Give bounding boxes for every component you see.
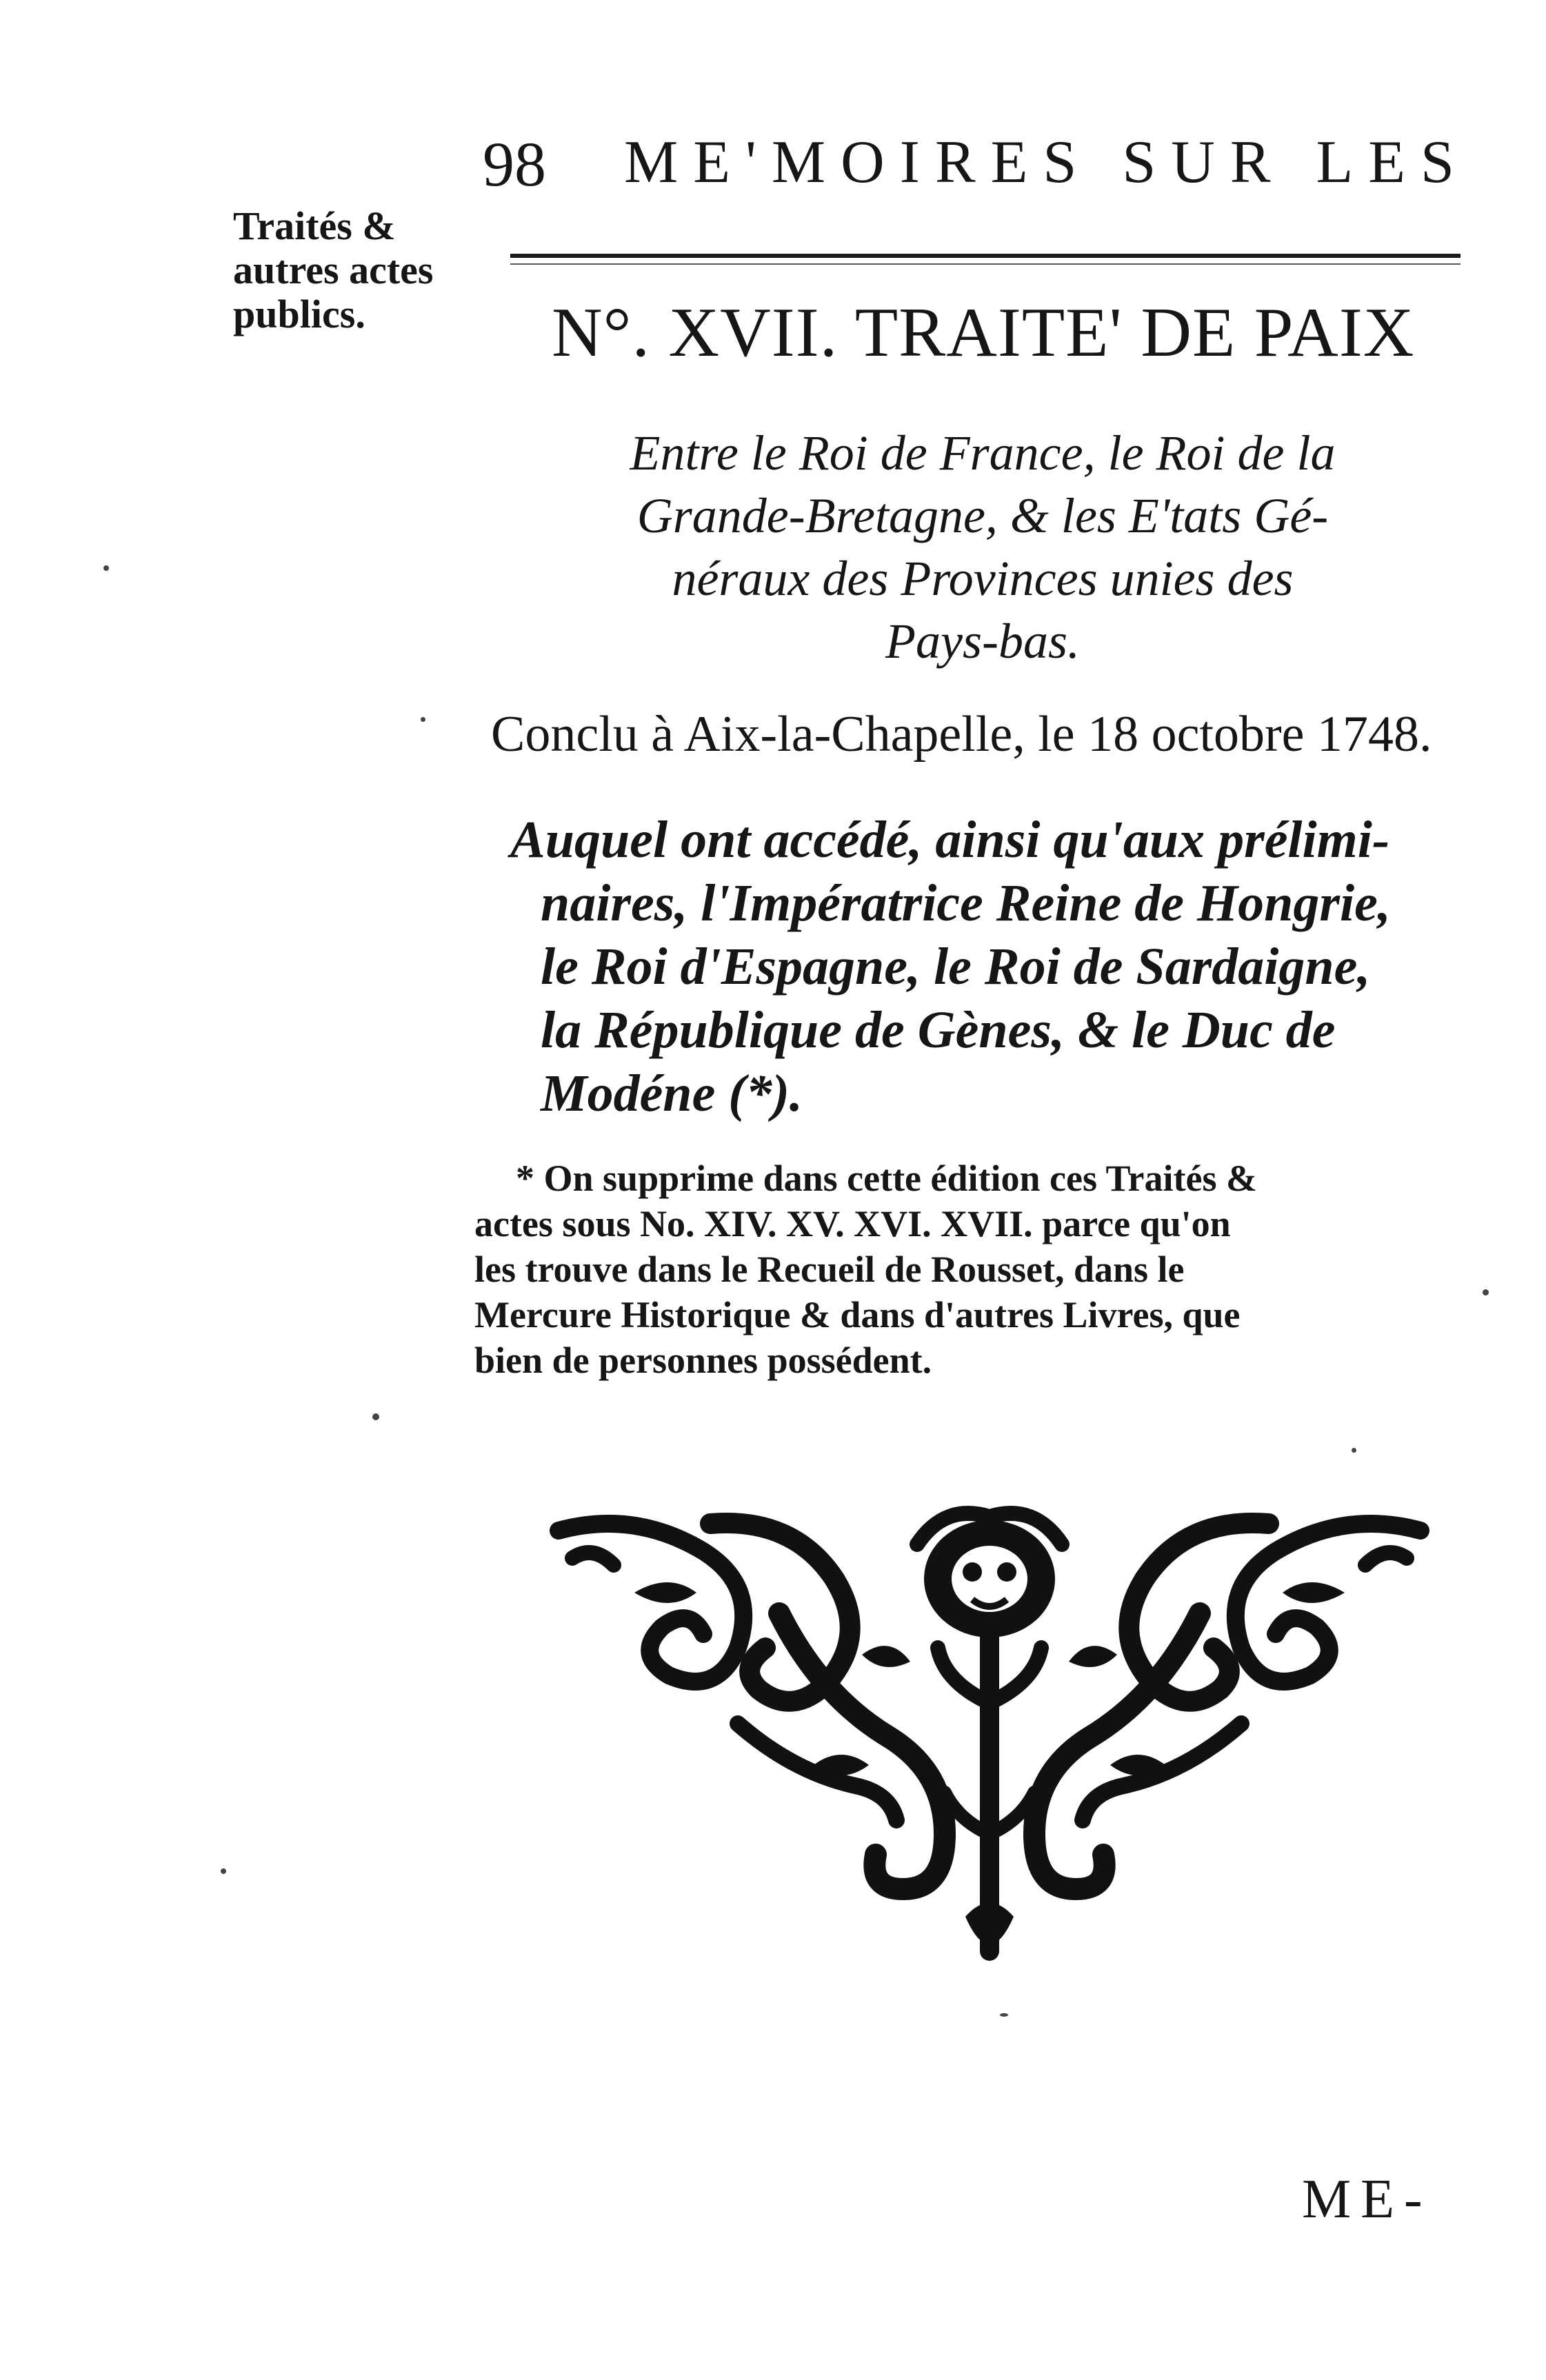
- footnote-line: actes sous No. XIV. XV. XVI. XVII. parce qu'on: [474, 1203, 1231, 1244]
- footnote-line: bien de personnes possédent.: [474, 1340, 932, 1381]
- accession-line: le Roi d'Espagne, le Roi de Sardaigne,: [541, 938, 1371, 996]
- print-speck: [1352, 1448, 1356, 1453]
- accession-line: la République de Gènes, & le Duc de: [541, 1001, 1336, 1059]
- print-speck: [103, 565, 109, 571]
- margin-note-line: autres actes: [233, 248, 434, 292]
- subtitle-line: Entre le Roi de France, le Roi de la: [630, 425, 1336, 481]
- print-speck: [221, 1868, 226, 1874]
- catchword: ME-: [1302, 2169, 1432, 2230]
- conclusion-line: Conclu à Aix-la-Chapelle, le 18 octobre 1748.: [491, 706, 1432, 763]
- baroque-floral-tailpiece-icon: [531, 1475, 1448, 1972]
- accession-line: naires, l'Impératrice Reine de Hongrie,: [541, 874, 1391, 932]
- subtitle-line: Pays-bas.: [885, 614, 1080, 669]
- treaty-subtitle: [510, 422, 1455, 673]
- print-speck: [1000, 2013, 1008, 2017]
- treaty-title: N°. XVII. TRAITE' DE PAIX: [552, 294, 1415, 372]
- margin-note-line: Traités &: [233, 203, 396, 248]
- margin-note-line: publics.: [233, 292, 365, 336]
- subtitle-line: néraux des Provinces unies des: [672, 551, 1294, 606]
- page-number: 98: [483, 129, 546, 199]
- footnote: [474, 1156, 1454, 1383]
- print-speck: [1483, 1289, 1489, 1295]
- accession-paragraph: [510, 808, 1462, 1125]
- margin-note: [233, 204, 461, 336]
- header-rule-thin: [510, 263, 1460, 265]
- accession-line: Modéne (*).: [541, 1065, 803, 1122]
- footnote-line: les trouve dans le Recueil de Rousset, dans le: [474, 1249, 1185, 1290]
- print-speck: [372, 1413, 379, 1420]
- accession-line: Auquel ont accédé, ainsi qu'aux prélimi-: [510, 811, 1390, 869]
- print-speck: [421, 717, 425, 722]
- header-rule: [510, 254, 1460, 258]
- footnote-line: Mercure Historique & dans d'autres Livres, que: [474, 1294, 1241, 1335]
- running-head: ME'MOIRES SUR LES: [624, 129, 1469, 196]
- subtitle-line: Grande-Bretagne, & les E'tats Gé-: [636, 488, 1329, 543]
- footnote-line: * On supprime dans cette édition ces Traités &: [516, 1158, 1257, 1199]
